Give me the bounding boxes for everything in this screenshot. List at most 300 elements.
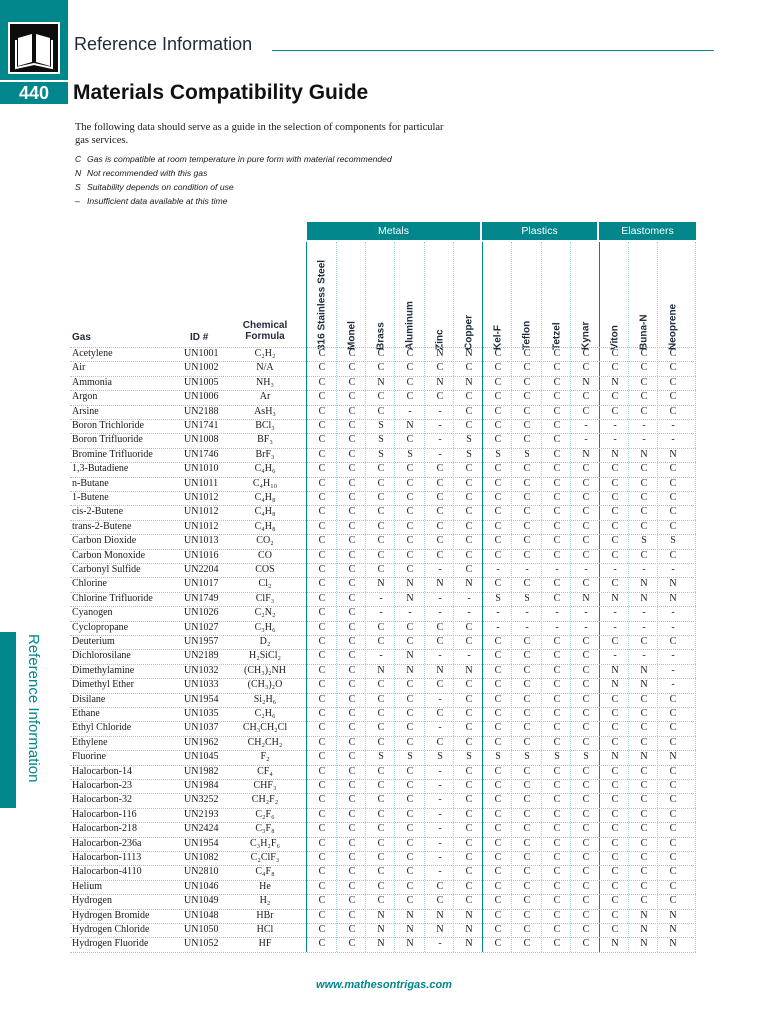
table-row [70,664,696,678]
table-row [70,793,696,807]
compatibility-cell: C [318,823,326,835]
column-header-material: Copper [463,315,475,350]
compatibility-cell: N [669,938,677,950]
compatibility-cell: C [523,895,531,907]
chemical-formula: F₂ [260,751,270,763]
chemical-formula: COS [255,564,275,575]
legend-item: C Gas is compatible at room temperature in pure form with material recommended [75,154,392,164]
compatibility-cell: C [318,938,326,950]
compatibility-cell: N [611,664,619,676]
compatibility-cell: C [611,693,619,705]
gas-id: UN2424 [184,823,219,835]
compatibility-cell: C [348,924,356,935]
compatibility-cell: S [378,751,384,763]
chemical-formula: C₂N₂ [254,607,276,619]
compatibility-cell: - [584,434,588,446]
compatibility-cell: C [348,650,356,662]
compatibility-cell: C [669,880,677,892]
compatibility-cell: C [406,434,414,446]
compatibility-cell: N [611,679,619,691]
chemical-formula: ClF₃ [255,592,275,604]
gas-id: UN1050 [184,924,219,935]
table-row [70,822,696,836]
compatibility-cell: C [582,852,590,863]
gas-id: UN1016 [184,549,219,561]
compatibility-cell: - [496,564,500,575]
chemical-formula: NH₃ [256,376,274,388]
gas-name: Hydrogen [72,895,112,907]
compatibility-cell: C [406,520,414,532]
compatibility-cell: N [640,664,648,676]
compatibility-cell: C [553,938,561,950]
compatibility-cell: - [642,434,646,446]
chemical-formula: Si₂H₆ [253,693,277,705]
compatibility-cell: C [377,362,385,374]
gas-id: UN1046 [184,880,219,892]
compatibility-cell: C [553,837,561,849]
compatibility-cell: C [318,736,326,748]
compatibility-cell: C [377,463,385,475]
compatibility-cell: C [406,895,414,907]
chemical-formula: C₂F₆ [255,808,275,820]
compatibility-cell: C [406,564,414,575]
compatibility-cell: C [553,866,561,878]
compatibility-cell: C [377,780,385,791]
compatibility-cell: C [377,520,385,532]
compatibility-cell: N [406,420,414,431]
gas-id: UN1026 [184,607,219,619]
compatibility-cell: C [318,578,326,590]
compatibility-cell: - [438,794,442,806]
compatibility-cell: C [406,736,414,748]
gas-name: Dichlorosilane [72,650,131,662]
compatibility-cell: C [582,463,590,475]
column-header-material: Zinc [434,329,446,350]
compatibility-cell: C [640,492,648,503]
compatibility-cell: C [611,405,619,417]
chemical-formula: (CH₃)₂O [247,679,283,691]
compatibility-cell: C [582,866,590,878]
compatibility-cell: - [438,808,442,820]
compatibility-cell: C [582,650,590,662]
chemical-formula: C₄H₈ [254,492,276,503]
compatibility-cell: S [437,751,443,763]
compatibility-cell: C [318,621,326,633]
compatibility-cell: C [611,866,619,878]
compatibility-cell: C [640,780,648,791]
compatibility-cell: C [582,880,590,892]
compatibility-cell: C [348,492,356,503]
compatibility-cell: C [494,636,502,647]
table-row [70,577,696,591]
compatibility-cell: N [640,909,648,921]
compatibility-cell: C [406,722,414,734]
compatibility-cell: C [465,808,473,820]
compatibility-cell: C [523,808,531,820]
compatibility-cell: - [438,420,442,431]
gas-id: UN1049 [184,895,219,907]
column-header-id: ID # [190,332,209,343]
compatibility-cell: C [553,664,561,676]
compatibility-cell: C [523,506,531,518]
compatibility-cell: C [318,376,326,388]
gas-name: Halocarbon-218 [72,823,137,835]
gas-id: UN3252 [184,794,219,806]
chemical-formula: (CH₃)₂NH [244,664,286,676]
header-divider [272,50,714,51]
compatibility-cell: C [348,693,356,705]
page-title: Materials Compatibility Guide [73,81,369,104]
compatibility-cell: C [553,362,561,374]
compatibility-cell: - [671,664,675,676]
compatibility-cell: C [406,391,414,403]
compatibility-cell: C [611,736,619,748]
compatibility-cell: C [406,348,414,359]
compatibility-cell: C [669,765,677,777]
gas-id: UN1006 [184,391,219,403]
compatibility-cell: C [553,376,561,388]
compatibility-cell: C [406,492,414,503]
compatibility-cell: C [582,722,590,734]
compatibility-cell: C [523,736,531,748]
compatibility-cell: C [611,463,619,475]
compatibility-cell: C [553,492,561,503]
compatibility-cell: C [582,924,590,935]
compatibility-cell: C [406,549,414,561]
compatibility-cell: C [406,794,414,806]
chemical-formula: Ar [259,391,271,403]
compatibility-cell: C [553,679,561,691]
table-row [70,419,696,433]
side-tab-label: Reference Information [25,634,42,783]
compatibility-cell: C [611,808,619,820]
table-row [70,520,696,534]
compatibility-cell: C [582,578,590,590]
compatibility-cell: C [553,852,561,863]
compatibility-cell: C [348,664,356,676]
compatibility-cell: C [611,880,619,892]
column-header-material: Kel-F [492,325,504,350]
table-row [70,707,696,721]
table-row [70,534,696,548]
compatibility-cell: C [406,765,414,777]
gas-id: UN1962 [184,736,219,748]
compatibility-cell: C [318,895,326,907]
compatibility-cell: C [669,780,677,791]
compatibility-cell: N [377,578,385,590]
compatibility-cell: N [436,376,444,388]
compatibility-cell: C [582,780,590,791]
compatibility-cell: C [640,866,648,878]
compatibility-cell: C [523,765,531,777]
compatibility-cell: C [377,679,385,691]
compatibility-cell: C [640,736,648,748]
compatibility-cell: C [348,722,356,734]
compatibility-cell: C [406,477,414,489]
compatibility-cell: S [378,420,384,431]
compatibility-cell: C [465,405,473,417]
gas-name: Halocarbon-32 [72,794,132,806]
compatibility-cell: C [406,535,414,547]
compatibility-cell: N [611,938,619,950]
compatibility-cell: - [438,765,442,777]
compatibility-cell: C [348,636,356,647]
compatibility-cell: C [669,636,677,647]
chemical-formula: C₄F₈ [255,866,275,878]
compatibility-cell: C [494,909,502,921]
compatibility-cell: C [553,650,561,662]
compatibility-cell: C [582,938,590,950]
compatibility-cell: C [465,837,473,849]
compatibility-cell: C [640,506,648,518]
compatibility-cell: S [407,751,413,763]
compatibility-cell: C [465,880,473,892]
compatibility-cell: C [611,535,619,547]
compatibility-cell: C [669,549,677,561]
compatibility-cell: - [525,607,529,619]
compatibility-cell: C [640,549,648,561]
compatibility-cell: - [613,607,617,619]
compatibility-cell: N [377,376,385,388]
compatibility-cell: C [465,362,473,374]
compatibility-cell: C [436,708,444,719]
compatibility-cell: C [553,736,561,748]
compatibility-cell: C [494,420,502,431]
table-row [70,808,696,822]
gas-id: UN1035 [184,708,219,719]
table-row [70,505,696,519]
compatibility-cell: C [640,463,648,475]
gas-id: UN1008 [184,434,219,446]
compatibility-cell: - [642,420,646,431]
compatibility-cell: C [465,391,473,403]
column-header-gas: Gas [72,332,91,343]
compatibility-cell: N [611,751,619,763]
compatibility-cell: C [669,348,677,359]
compatibility-cell: C [640,808,648,820]
compatibility-cell: C [494,405,502,417]
gas-name: Helium [72,880,102,892]
compatibility-cell: C [465,420,473,431]
compatibility-cell: C [582,895,590,907]
compatibility-cell: C [406,880,414,892]
compatibility-cell: C [523,434,531,446]
chemical-formula: C₃H₆ [254,621,276,633]
compatibility-cell: C [523,722,531,734]
compatibility-cell: C [406,693,414,705]
compatibility-cell: C [348,794,356,806]
compatibility-cell: C [436,535,444,547]
gas-id: UN1954 [184,693,219,705]
compatibility-cell: C [318,362,326,374]
compatibility-cell: C [523,520,531,532]
gas-id: UN1957 [184,636,219,647]
column-header-material: Viton [609,325,621,350]
compatibility-cell: C [494,463,502,475]
compatibility-cell: C [377,405,385,417]
compatibility-cell: C [348,938,356,950]
compatibility-cell: S [495,448,501,460]
compatibility-cell: C [523,938,531,950]
compatibility-cell: N [640,578,648,590]
compatibility-cell: C [494,492,502,503]
compatibility-cell: - [555,607,559,619]
compatibility-cell: C [318,420,326,431]
table-row [70,361,696,375]
compatibility-cell: C [318,722,326,734]
chemical-formula: D₂ [259,636,271,647]
chemical-formula: BrF₃ [255,448,275,460]
compatibility-cell: C [523,535,531,547]
compatibility-cell: C [494,679,502,691]
compatibility-cell: C [348,621,356,633]
compatibility-cell: - [379,607,383,619]
compatibility-cell: C [553,780,561,791]
compatibility-cell: N [406,924,414,935]
chemical-formula: Cl₂ [258,578,272,590]
chemical-formula: BCl₃ [255,420,275,431]
table-row [70,880,696,894]
compatibility-cell: C [523,823,531,835]
gas-name: n-Butane [72,477,109,489]
gas-id: UN1001 [184,348,219,359]
table-row [70,721,696,735]
table-row [70,563,696,577]
compatibility-cell: - [379,592,383,604]
chemical-formula: C₂H₂ [254,348,276,359]
gas-name: Halocarbon-4110 [72,866,142,878]
compatibility-cell: C [318,492,326,503]
compatibility-cell: N [669,751,677,763]
compatibility-cell: S [641,535,647,547]
compatibility-cell: C [465,564,473,575]
gas-name: Ethylene [72,736,108,748]
gas-id: UN1011 [184,477,219,489]
chemical-formula: C₃F₈ [255,823,275,835]
compatibility-cell: C [494,549,502,561]
compatibility-cell: C [465,708,473,719]
gas-id: UN1984 [184,780,219,791]
gas-name: Deuterium [72,636,115,647]
compatibility-cell: C [406,636,414,647]
chemical-formula: AsH₃ [254,405,276,417]
group-header-elastomers: Elastomers [599,222,696,240]
compatibility-cell: C [640,636,648,647]
compatibility-cell: C [465,736,473,748]
table-row [70,923,696,937]
compatibility-cell: C [553,909,561,921]
compatibility-cell: - [613,420,617,431]
gas-id: UN1010 [184,463,219,475]
compatibility-cell: S [524,592,530,604]
compatibility-cell: C [406,463,414,475]
compatibility-cell: - [642,650,646,662]
compatibility-cell: - [438,722,442,734]
compatibility-cell: C [377,837,385,849]
compatibility-cell: C [494,780,502,791]
compatibility-cell: C [377,880,385,892]
compatibility-cell: C [318,391,326,403]
compatibility-cell: C [582,679,590,691]
compatibility-cell: C [348,448,356,460]
compatibility-cell: C [318,520,326,532]
compatibility-cell: C [465,780,473,791]
compatibility-cell: C [611,708,619,719]
compatibility-cell: C [553,463,561,475]
compatibility-cell: C [318,837,326,849]
compatibility-cell: C [494,765,502,777]
compatibility-cell: - [584,564,588,575]
compatibility-cell: N [640,751,648,763]
compatibility-cell: C [494,362,502,374]
compatibility-cell: N [465,909,473,921]
compatibility-cell: C [465,722,473,734]
gas-name: Carbon Dioxide [72,535,137,547]
compatibility-cell: - [438,780,442,791]
compatibility-cell: C [406,780,414,791]
compatibility-cell: C [348,708,356,719]
compatibility-cell: N [406,909,414,921]
gas-name: Bromine Trifluoride [72,448,153,460]
compatibility-cell: C [318,549,326,561]
chemical-formula: C₄H₁₀ [252,477,278,489]
compatibility-cell: C [377,866,385,878]
chemical-formula: CF₄ [257,765,273,777]
row-divider [70,952,696,953]
footer-url[interactable]: www.mathesontrigas.com [316,979,452,991]
compatibility-cell: - [467,650,471,662]
gas-id: UN1048 [184,909,219,921]
compatibility-cell: C [523,708,531,719]
compatibility-cell: C [523,837,531,849]
compatibility-cell: C [640,722,648,734]
compatibility-cell: C [348,520,356,532]
compatibility-cell: C [553,808,561,820]
compatibility-cell: C [377,722,385,734]
compatibility-cell: S [670,535,676,547]
compatibility-cell: N [436,348,444,359]
compatibility-cell: S [407,448,413,460]
gas-id: UN1013 [184,535,219,547]
compatibility-cell: N [640,448,648,460]
compatibility-cell: C [611,852,619,863]
compatibility-cell: C [348,736,356,748]
compatibility-cell: C [523,880,531,892]
compatibility-cell: C [523,578,531,590]
column-header-material: Teflon [521,320,533,350]
column-header-material: 316 Stainless Steel [316,259,328,350]
compatibility-cell: C [318,866,326,878]
compatibility-cell: C [669,722,677,734]
compatibility-cell: C [582,765,590,777]
compatibility-cell: C [494,506,502,518]
column-header-material: Monel [346,321,358,350]
compatibility-cell: C [669,837,677,849]
compatibility-cell: - [642,607,646,619]
compatibility-cell: C [669,405,677,417]
compatibility-cell: C [436,621,444,633]
compatibility-cell: - [438,866,442,878]
compatibility-cell: N [436,909,444,921]
table-row [70,649,696,663]
gas-id: UN1749 [184,592,219,604]
compatibility-cell: C [436,736,444,748]
compatibility-cell: N [465,664,473,676]
compatibility-cell: C [523,924,531,935]
gas-name: Carbonyl Sulfide [72,564,141,575]
compatibility-cell: N [465,924,473,935]
table-row [70,433,696,447]
